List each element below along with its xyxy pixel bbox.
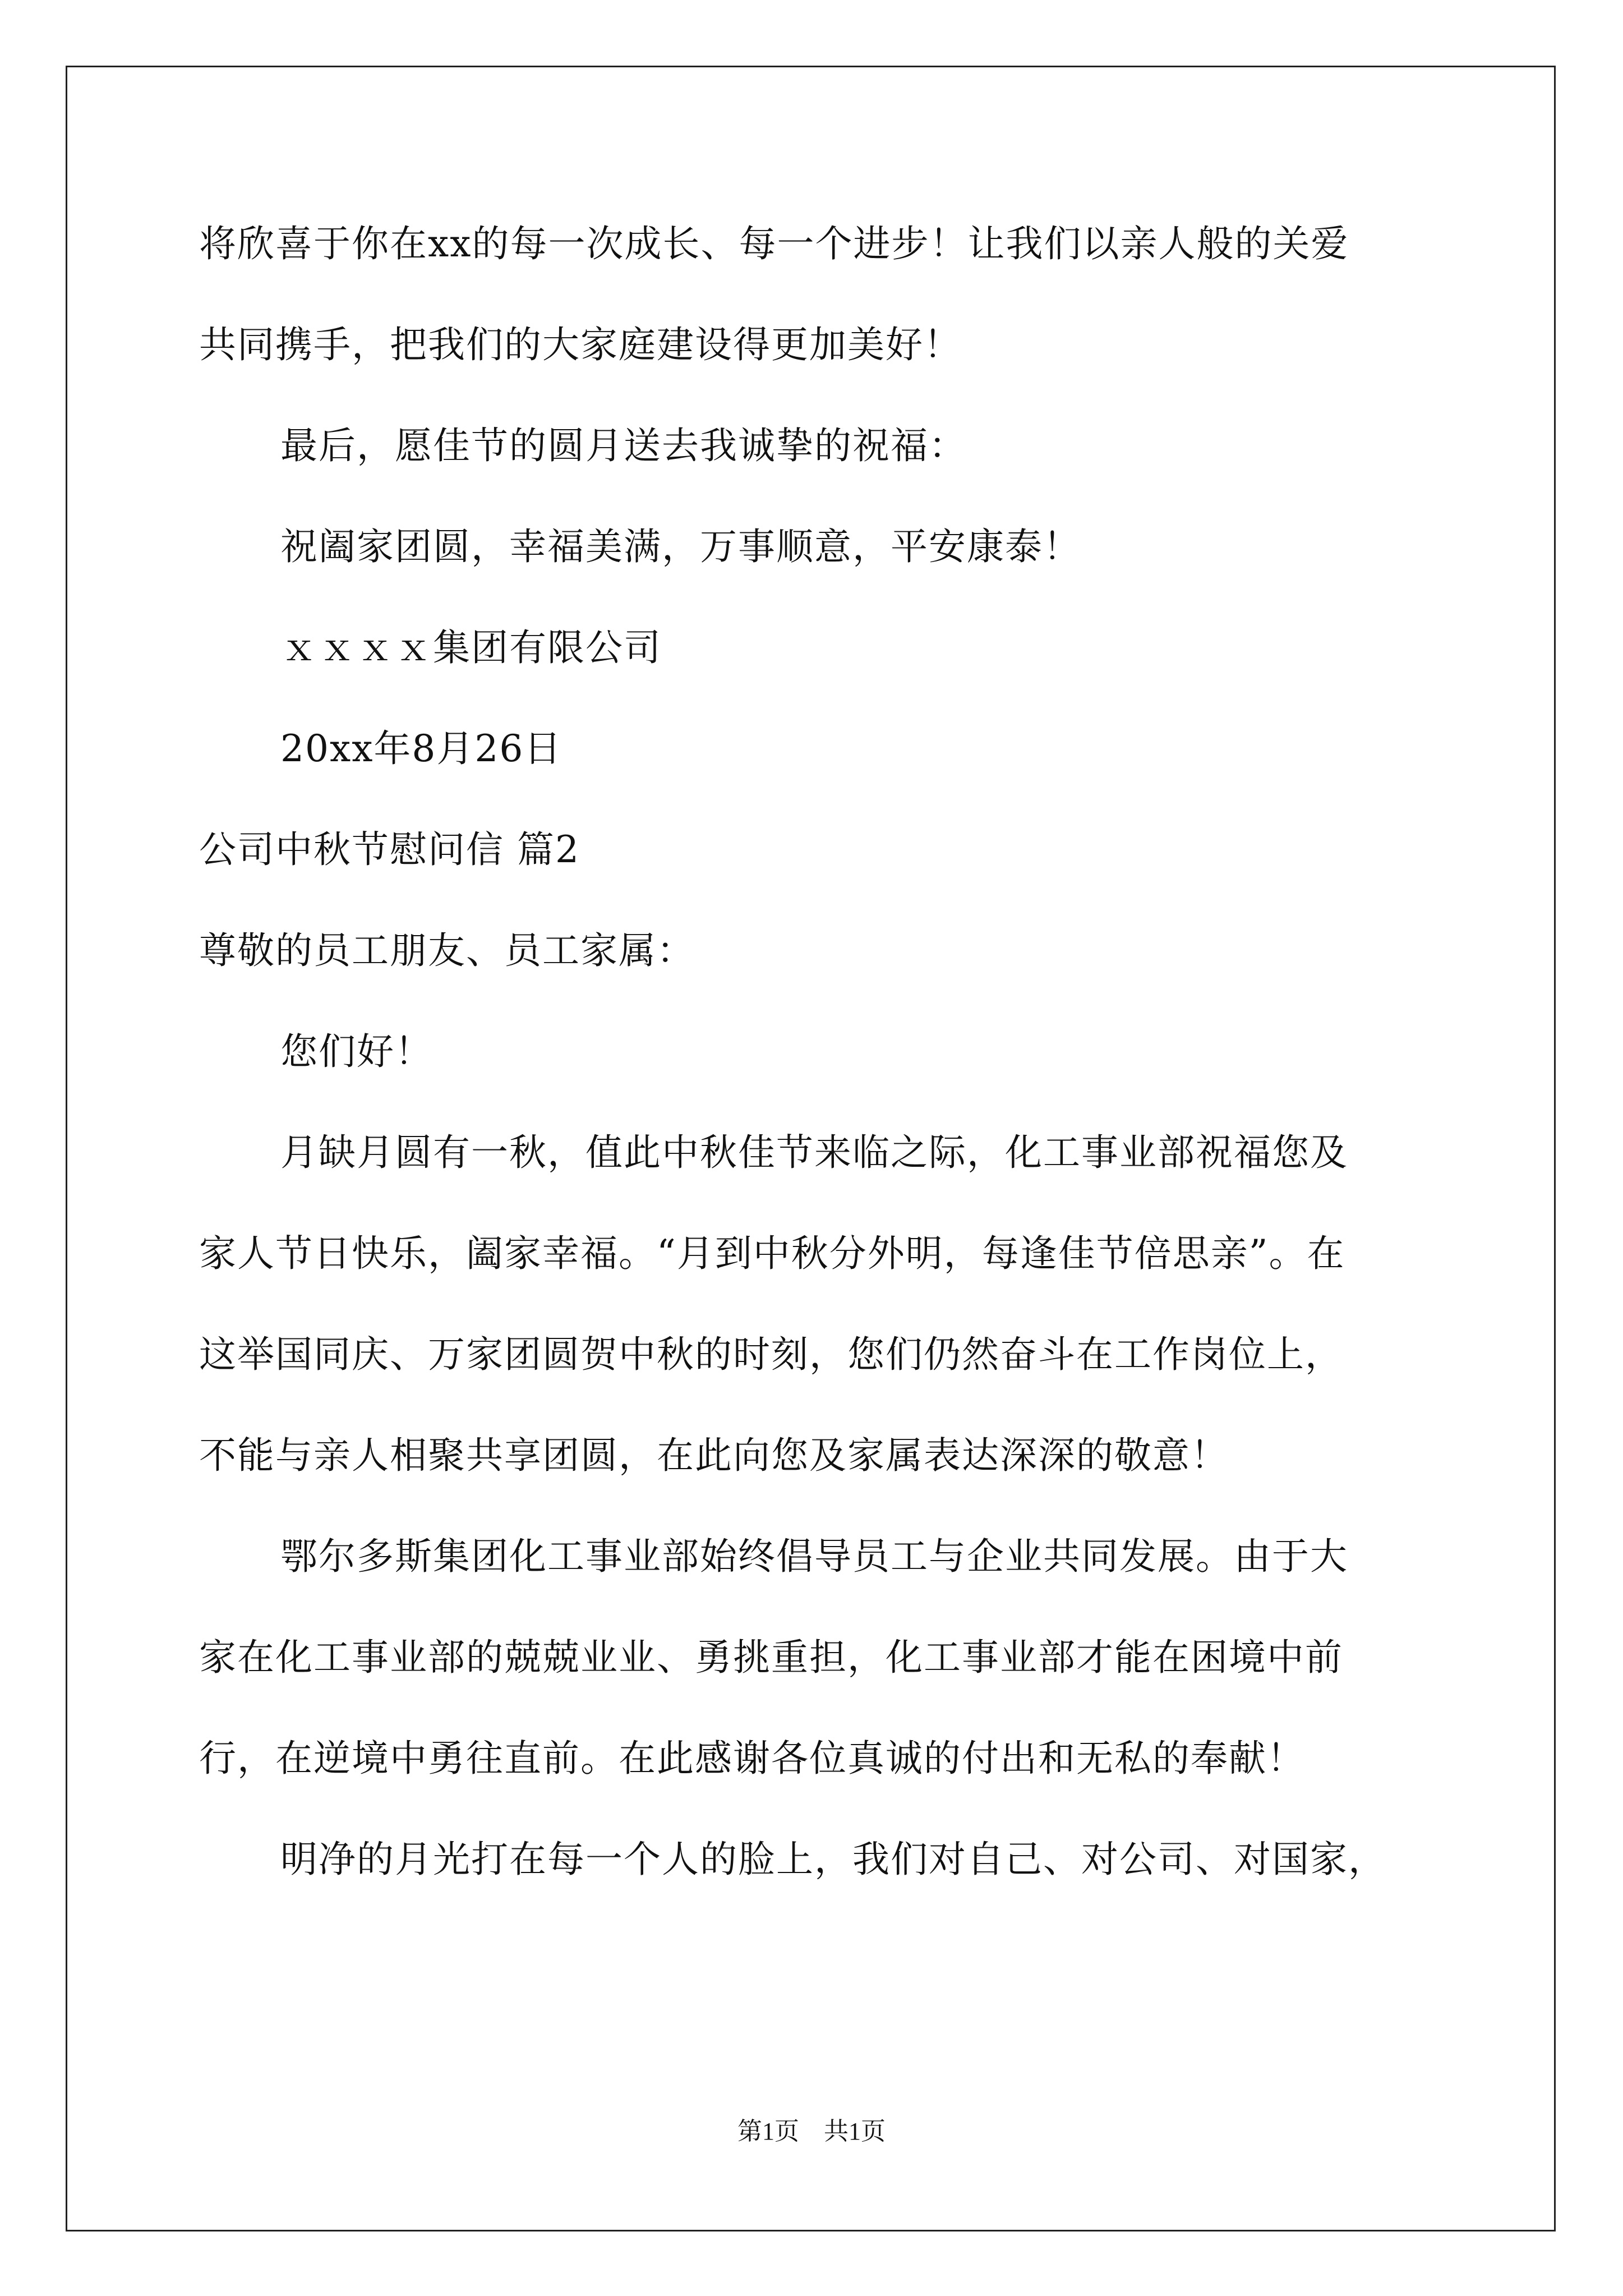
body-line-13: 不能与亲人相聚共享团圆，在此向您及家属表达深深的敬意！ (199, 1434, 1229, 1477)
body-line-1: 将欣喜于你在xx的每一次成长、每一个进步！让我们以亲人般的关爱 (199, 222, 1349, 265)
page-footer: 第1页 共1页 (737, 2118, 886, 2145)
greeting: 您们好！ (280, 1030, 433, 1073)
company-name: ｘｘｘｘ集团有限公司 (280, 626, 662, 669)
body-line-12: 这举国同庆、万家团圆贺中秋的时刻，您们仍然奋斗在工作岗位上， (199, 1333, 1343, 1376)
body-line-15: 家在化工事业部的兢兢业业、勇挑重担，化工事业部才能在困境中前 (199, 1636, 1343, 1679)
body-line-4: 祝阖家团圆，幸福美满，万事顺意，平安康泰！ (280, 525, 1081, 568)
body-line-3: 最后，愿佳节的圆月送去我诚挚的祝福： (280, 424, 967, 467)
body-line-16: 行，在逆境中勇往直前。在此感谢各位真诚的付出和无私的奉献！ (199, 1737, 1305, 1780)
letter-date: 20xx年8月26日 (280, 727, 562, 770)
body-line-11: 家人节日快乐，阖家幸福。“月到中秋分外明，每逢佳节倍思亲”。在 (199, 1232, 1345, 1275)
body-line-17: 明净的月光打在每一个人的脸上，我们对自己、对公司、对国家， (280, 1838, 1386, 1881)
body-line-14: 鄂尔多斯集团化工事业部始终倡导员工与企业共同发展。由于大 (280, 1535, 1348, 1578)
body-line-2: 共同携手，把我们的大家庭建设得更加美好！ (199, 323, 962, 366)
body-line-10: 月缺月圆有一秋，值此中秋佳节来临之际，化工事业部祝福您及 (280, 1131, 1348, 1174)
section-title: 公司中秋节慰问信 篇2 (199, 828, 580, 871)
salutation: 尊敬的员工朋友、员工家属： (199, 929, 695, 972)
